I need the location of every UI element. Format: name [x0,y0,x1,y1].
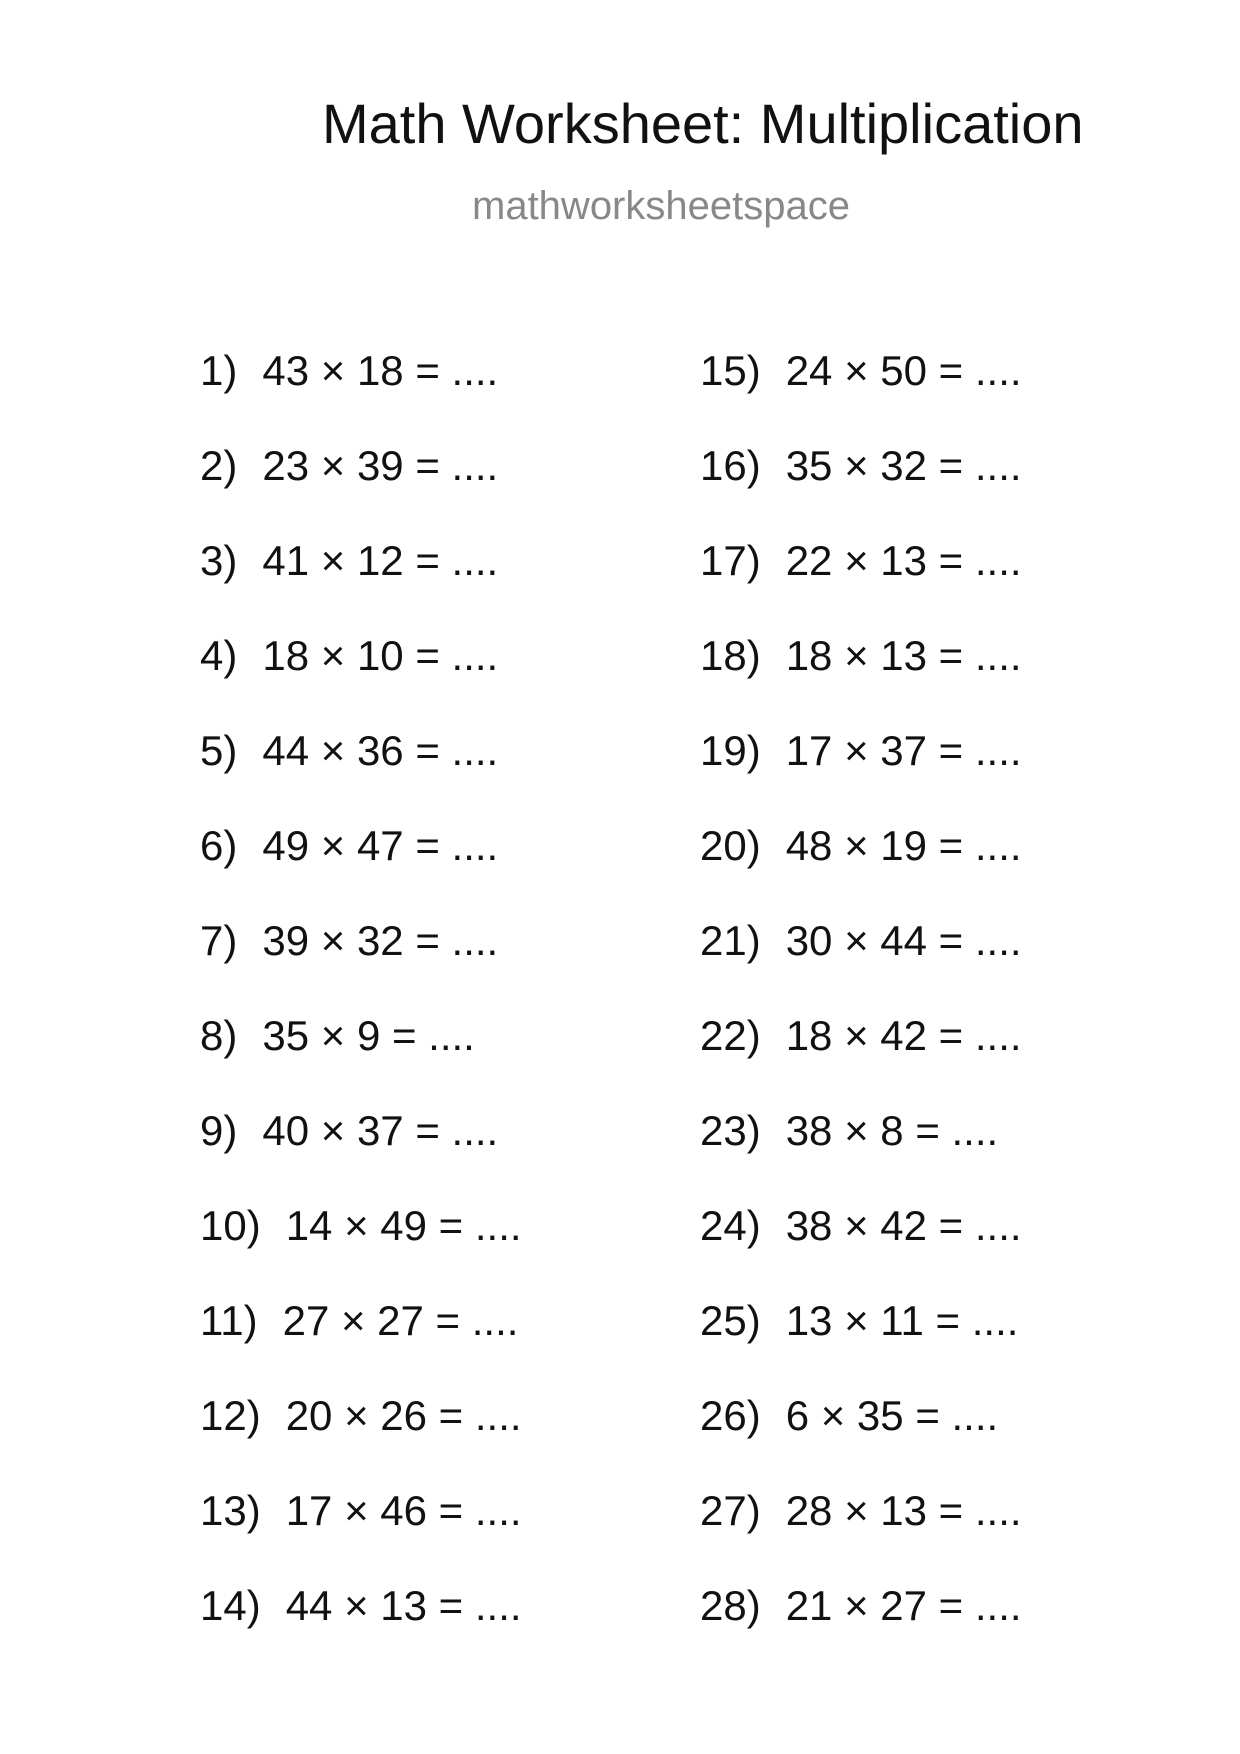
problem-expression: 24 × 50 = .... [785,347,1022,394]
problem-item [700,632,1022,730]
problem-expression: 13 × 11 = .... [785,1297,1019,1344]
problem-item [700,537,1022,635]
problem-number: 27) [700,1487,761,1534]
problem-item [200,537,522,635]
problem-expression: 38 × 42 = .... [785,1202,1022,1249]
problem-number: 12) [200,1392,261,1439]
problem-number: 19) [700,727,761,774]
problem-expression: 44 × 13 = .... [285,1582,522,1629]
problem-number: 14) [200,1582,261,1629]
problem-number: 8) [200,1012,238,1059]
problem-item [700,1012,1022,1110]
problem-item [700,1297,1022,1395]
problem-expression: 30 × 44 = .... [785,917,1022,964]
problem-item [700,727,1022,825]
problem-expression: 6 × 35 = .... [785,1392,999,1439]
problem-item [200,1297,522,1395]
problem-number: 1) [200,347,238,394]
problem-number: 15) [700,347,761,394]
problem-number: 10) [200,1202,261,1249]
problem-number: 2) [200,442,238,489]
problem-expression: 17 × 37 = .... [785,727,1022,774]
problem-item [700,1487,1022,1585]
problems-column-left [200,347,522,1680]
problem-expression: 43 × 18 = .... [262,347,499,394]
problem-expression: 27 × 27 = .... [282,1297,519,1344]
problem-item [200,1392,522,1490]
problem-item [200,1012,522,1110]
problem-item [700,1202,1022,1300]
problem-expression: 48 × 19 = .... [785,822,1022,869]
problem-number: 26) [700,1392,761,1439]
problem-expression: 40 × 37 = .... [262,1107,499,1154]
problem-expression: 35 × 9 = .... [262,1012,475,1059]
problem-number: 4) [200,632,238,679]
problem-number: 24) [700,1202,761,1249]
problem-number: 21) [700,917,761,964]
problem-number: 13) [200,1487,261,1534]
problem-number: 18) [700,632,761,679]
problem-number: 20) [700,822,761,869]
problem-item [700,917,1022,1015]
problem-item [200,1202,522,1300]
page-subtitle: mathworksheetspace [472,184,850,228]
problem-item [700,1582,1022,1680]
problem-number: 23) [700,1107,761,1154]
problem-number: 16) [700,442,761,489]
problem-expression: 18 × 42 = .... [785,1012,1022,1059]
problem-item [200,917,522,1015]
problem-item [700,822,1022,920]
problem-expression: 41 × 12 = .... [262,537,499,584]
problem-expression: 20 × 26 = .... [285,1392,522,1439]
problem-item [200,632,522,730]
problem-expression: 23 × 39 = .... [262,442,499,489]
problem-number: 28) [700,1582,761,1629]
problem-expression: 17 × 46 = .... [285,1487,522,1534]
problem-item [200,1107,522,1205]
problem-expression: 21 × 27 = .... [785,1582,1022,1629]
problem-expression: 22 × 13 = .... [785,537,1022,584]
problem-expression: 18 × 10 = .... [262,632,499,679]
problem-item [700,442,1022,540]
problem-number: 9) [200,1107,238,1154]
problem-item [200,442,522,540]
problem-expression: 38 × 8 = .... [785,1107,999,1154]
problems-column-right [700,347,1022,1680]
problem-item [200,727,522,825]
problem-item [200,347,522,445]
problem-expression: 49 × 47 = .... [262,822,499,869]
problem-number: 22) [700,1012,761,1059]
problem-item [200,1582,522,1680]
problem-number: 17) [700,537,761,584]
problem-item [700,1392,1022,1490]
problem-expression: 44 × 36 = .... [262,727,499,774]
problem-item [200,1487,522,1585]
problem-item [700,347,1022,445]
problem-number: 11) [200,1297,258,1344]
problem-expression: 18 × 13 = .... [785,632,1022,679]
problem-expression: 28 × 13 = .... [785,1487,1022,1534]
problem-item [200,822,522,920]
problem-expression: 35 × 32 = .... [785,442,1022,489]
problem-expression: 39 × 32 = .... [262,917,499,964]
problem-expression: 14 × 49 = .... [285,1202,522,1249]
problem-item [700,1107,1022,1205]
problem-number: 5) [200,727,238,774]
problem-number: 3) [200,537,238,584]
problem-number: 25) [700,1297,761,1344]
problem-number: 7) [200,917,238,964]
problem-number: 6) [200,822,238,869]
page-title: Math Worksheet: Multiplication [322,92,1084,155]
